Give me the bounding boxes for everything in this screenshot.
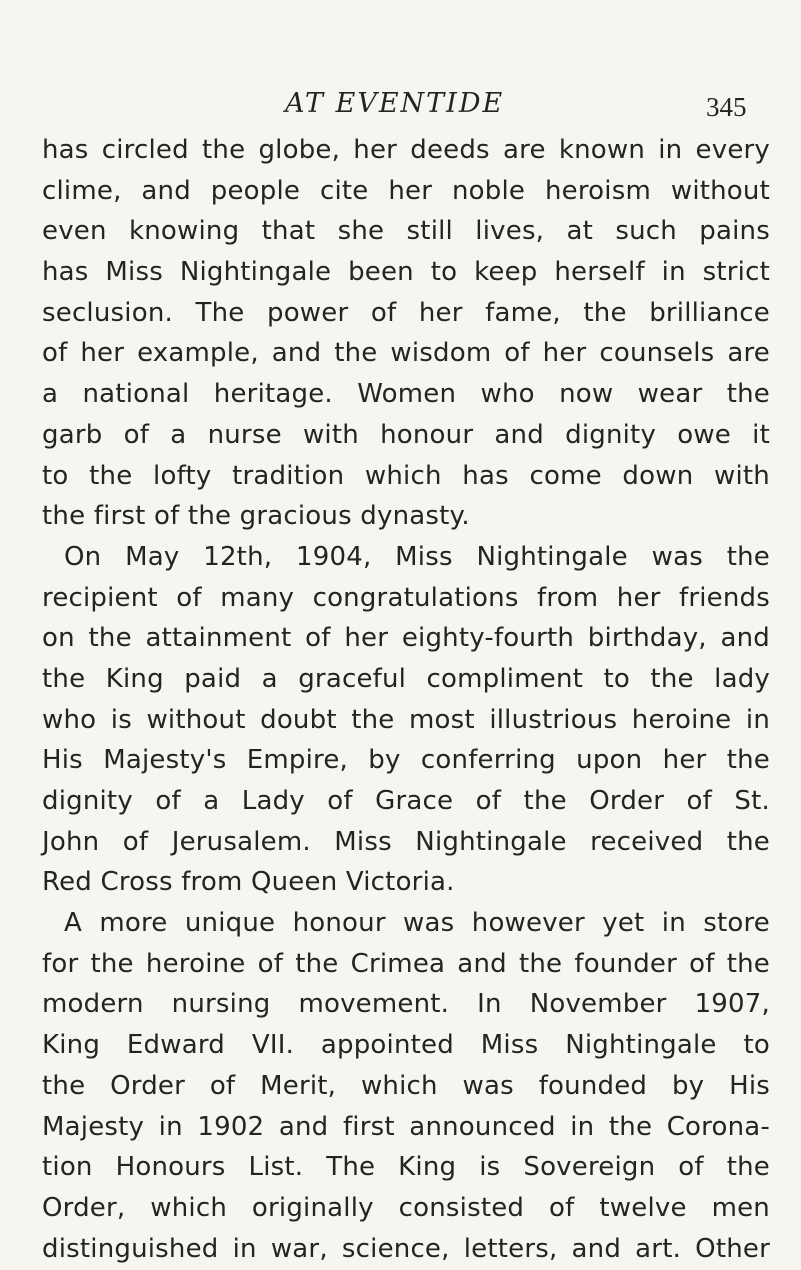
paragraph-3 xyxy=(42,903,770,1269)
text-line: modern nursing movement. In November 1907, xyxy=(42,989,770,1020)
text-line: His Majesty's Empire, by conferring upon her the xyxy=(42,745,770,776)
text-line: Red Cross from Queen Victoria. xyxy=(42,867,455,898)
text-line: has circled the globe, her deeds are known in every xyxy=(42,135,770,165)
text-line: to the lofty tradition which has come down with xyxy=(42,460,770,491)
text-line: Order, which originally consisted of twelve men xyxy=(42,1192,770,1223)
paragraph-1 xyxy=(42,130,770,537)
text-line: the first of the gracious dynasty. xyxy=(42,501,470,532)
text-line: the Order of Merit, which was founded by His xyxy=(42,1070,770,1101)
text-line: on the attainment of her eighty-fourth birthday, and xyxy=(42,623,770,654)
text-line: seclusion. The power of her fame, the brilliance xyxy=(42,297,770,328)
text-line: clime, and people cite her noble heroism without xyxy=(42,175,770,206)
text-line: dignity of a Lady of Grace of the Order of St. xyxy=(42,786,770,816)
text-line: garb of a nurse with honour and dignity owe it xyxy=(42,419,770,450)
body-text xyxy=(42,130,770,1269)
text-line: a national heritage. Women who now wear the xyxy=(42,379,770,410)
running-head xyxy=(0,84,801,124)
text-line: Majesty in 1902 and first announced in the Corona- xyxy=(42,1111,770,1142)
text-line: has Miss Nightingale been to keep herself in strict xyxy=(42,257,770,288)
text-line: distinguished in war, science, letters, and art. Other xyxy=(42,1233,770,1264)
text-line: the King paid a graceful compliment to the lady xyxy=(42,663,770,694)
text-line: for the heroine of the Crimea and the founder of the xyxy=(42,948,770,979)
text-line: who is without doubt the most illustrious heroine in xyxy=(42,704,770,735)
text-line: recipient of many congratulations from her friends xyxy=(42,582,770,613)
text-line: King Edward VII. appointed Miss Nightingale to xyxy=(42,1030,770,1061)
text-line: On May 12th, 1904, Miss Nightingale was the xyxy=(64,541,770,572)
text-line: even knowing that she still lives, at such pains xyxy=(42,216,770,247)
text-line: A more unique honour was however yet in store xyxy=(64,908,770,939)
text-line: John of Jerusalem. Miss Nightingale received the xyxy=(42,826,770,857)
page-number: 345 xyxy=(706,92,747,122)
paragraph-2 xyxy=(42,537,770,903)
text-line: of her example, and the wisdom of her counsels are xyxy=(42,338,770,369)
text-line: tion Honours List. The King is Sovereign of the xyxy=(42,1152,770,1183)
running-title: AT EVENTIDE xyxy=(285,88,505,119)
